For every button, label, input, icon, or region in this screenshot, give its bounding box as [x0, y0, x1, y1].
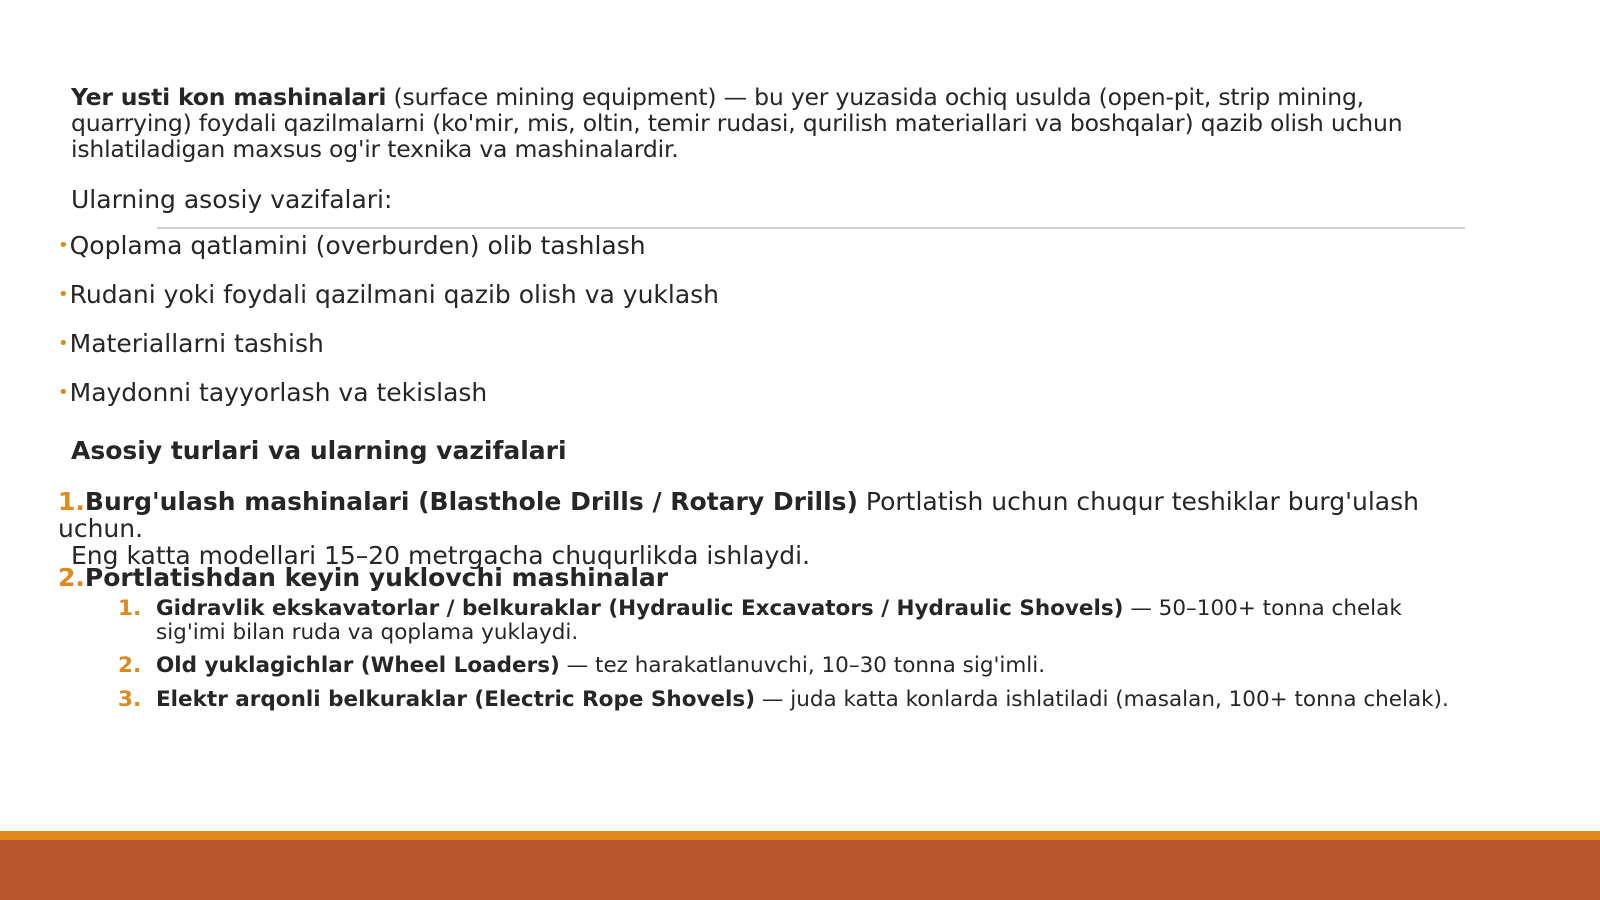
divider-line [157, 227, 1465, 229]
task-item [58, 280, 719, 313]
loader-text [156, 654, 1458, 678]
footer-accent-stripe [0, 831, 1600, 840]
loader-text [156, 597, 1458, 645]
type-item-loaders [58, 564, 1478, 591]
loader-title: Elektr arqonli belkuraklar (Electric Rope Shovels) [156, 687, 756, 712]
bullet-icon: • [58, 333, 69, 354]
task-label: Qoplama qatlamini (overburden) olib tashlash [69, 231, 646, 260]
loader-text [156, 688, 1458, 712]
loader-title: Gidravlik ekskavatorlar / belkuraklar (Hydraulic Excavators / Hydraulic Shovels) [156, 596, 1124, 621]
bullet-icon: • [58, 235, 69, 256]
intro-definition: (surface mining equipment) — bu yer yuzasida ochiq usulda (open-pit, strip mining, quarrying) foydali qazilmalarni (ko'mir, mis, oltin, temir rudasi, qurilish materiallari va boshqalar) qazib olish uchun ishlatiladigan maxsus og'ir texnika va mashinalardir. [71, 83, 1403, 163]
types-heading: Asosiy turlari va ularning vazifalari [71, 436, 567, 465]
task-label: Materiallarni tashish [69, 329, 324, 358]
sub-item-number: 2. [118, 653, 142, 678]
item-number: 2. [58, 563, 85, 592]
type-title: Portlatishdan keyin yuklovchi mashinalar [84, 563, 669, 592]
item-number: 1. [58, 487, 85, 516]
bullet-icon: • [58, 284, 69, 305]
loader-title: Old yuklagichlar (Wheel Loaders) [156, 653, 560, 678]
tasks-heading: Ularning asosiy vazifalari: [71, 185, 393, 214]
task-label: Rudani yoki foydali qazilmani qazib olish va yuklash [69, 280, 720, 309]
intro-term: Yer usti kon mashinalari [71, 83, 387, 111]
sub-item-number: 1. [118, 596, 142, 621]
task-item [58, 231, 646, 264]
task-item [58, 329, 324, 362]
loader-item [118, 597, 1458, 645]
intro-paragraph [71, 84, 1471, 162]
loader-description: — tez harakatlanuvchi, 10–30 tonna sig'imli. [559, 653, 1046, 678]
bullet-icon: • [58, 382, 69, 403]
type-description-continued: Eng katta modellari 15–20 metrgacha chuqurlikda ishlaydi. [71, 541, 811, 570]
sub-item-number: 3. [118, 687, 142, 712]
type-description: Portlatish uchun chuqur teshiklar burg'ulash uchun. [58, 487, 1419, 543]
footer-band [0, 840, 1600, 900]
loader-description: — 50–100+ tonna chelak sig'imi bilan ruda va qoplama yuklaydi. [156, 596, 1402, 645]
loader-item [118, 688, 1458, 712]
type-item-drills [58, 488, 1478, 569]
task-item [58, 378, 487, 411]
task-label: Maydonni tayyorlash va tekislash [69, 378, 488, 407]
type-title: Burg'ulash mashinalari (Blasthole Drills / Rotary Drills) [84, 487, 858, 516]
loader-item [118, 654, 1458, 678]
loader-description: — juda katta konlarda ishlatiladi (masalan, 100+ tonna chelak). [755, 687, 1449, 712]
